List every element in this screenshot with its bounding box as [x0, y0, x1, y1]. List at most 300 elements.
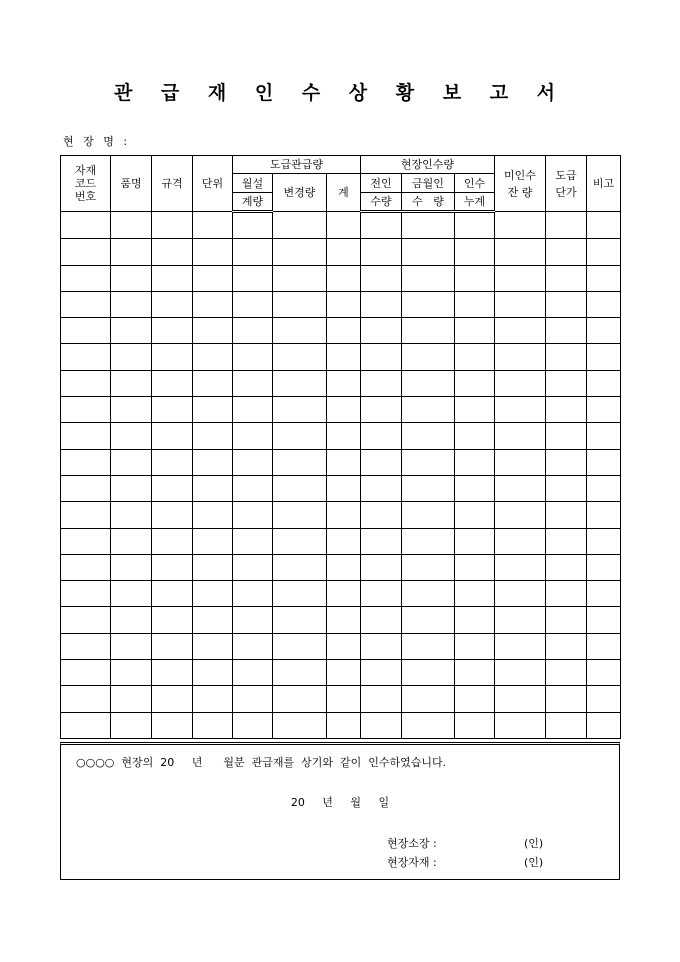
table-cell[interactable]: [361, 528, 402, 554]
table-cell[interactable]: [327, 475, 361, 501]
table-cell[interactable]: [327, 212, 361, 239]
table-cell[interactable]: [273, 449, 327, 475]
table-cell[interactable]: [61, 660, 111, 686]
table-cell[interactable]: [587, 239, 621, 265]
table-cell[interactable]: [327, 239, 361, 265]
table-cell[interactable]: [193, 607, 233, 633]
header-unit: 단위: [193, 156, 233, 212]
table-cell[interactable]: [327, 265, 361, 291]
table-cell[interactable]: [233, 291, 273, 317]
header-contract-group: 도급관급량: [233, 156, 361, 174]
header-this-month-bottom: 수 량: [402, 193, 455, 212]
table-cell[interactable]: [455, 265, 495, 291]
table-cell[interactable]: [111, 370, 152, 396]
table-cell[interactable]: [233, 502, 273, 528]
header-cumulative-top: 인수: [455, 174, 495, 193]
table-cell[interactable]: [152, 265, 193, 291]
table-cell[interactable]: [402, 660, 455, 686]
table-cell[interactable]: [455, 318, 495, 344]
table-cell[interactable]: [61, 344, 111, 370]
table-cell[interactable]: [327, 581, 361, 607]
table-cell[interactable]: [61, 502, 111, 528]
table-cell[interactable]: [327, 291, 361, 317]
table-cell[interactable]: [361, 397, 402, 423]
site-material-seal: (인): [524, 856, 544, 869]
table-cell[interactable]: [152, 554, 193, 580]
site-manager-seal: (인): [524, 837, 544, 850]
table-cell[interactable]: [402, 712, 455, 738]
table-row: [61, 370, 621, 396]
table-cell[interactable]: [111, 423, 152, 449]
table-cell[interactable]: [61, 528, 111, 554]
table-cell[interactable]: [233, 397, 273, 423]
table-cell[interactable]: [327, 712, 361, 738]
table-cell[interactable]: [402, 423, 455, 449]
table-cell[interactable]: [361, 344, 402, 370]
table-cell[interactable]: [455, 344, 495, 370]
table-cell[interactable]: [495, 423, 546, 449]
table-cell[interactable]: [111, 397, 152, 423]
table-cell[interactable]: [327, 449, 361, 475]
table-cell[interactable]: [111, 318, 152, 344]
table-cell[interactable]: [273, 344, 327, 370]
table-cell[interactable]: [193, 239, 233, 265]
table-cell[interactable]: [327, 607, 361, 633]
table-cell[interactable]: [587, 554, 621, 580]
table-cell[interactable]: [233, 581, 273, 607]
table-cell[interactable]: [587, 423, 621, 449]
table-cell[interactable]: [233, 318, 273, 344]
table-cell[interactable]: [495, 660, 546, 686]
table-cell[interactable]: [111, 712, 152, 738]
table-cell[interactable]: [455, 291, 495, 317]
table-cell[interactable]: [233, 528, 273, 554]
table-cell[interactable]: [111, 633, 152, 659]
table-cell[interactable]: [402, 528, 455, 554]
table-cell[interactable]: [361, 449, 402, 475]
table-cell[interactable]: [273, 633, 327, 659]
table-cell[interactable]: [361, 554, 402, 580]
table-cell[interactable]: [111, 528, 152, 554]
header-unit-price: 도급 단가: [546, 156, 587, 212]
table-cell[interactable]: [193, 212, 233, 239]
table-cell[interactable]: [455, 686, 495, 712]
table-cell[interactable]: [273, 528, 327, 554]
table-cell[interactable]: [546, 423, 587, 449]
table-cell[interactable]: [193, 370, 233, 396]
table-cell[interactable]: [111, 607, 152, 633]
table-cell[interactable]: [233, 633, 273, 659]
table-cell[interactable]: [495, 712, 546, 738]
table-cell[interactable]: [587, 265, 621, 291]
table-cell[interactable]: [233, 607, 273, 633]
table-cell[interactable]: [152, 344, 193, 370]
table-cell[interactable]: [233, 239, 273, 265]
table-cell[interactable]: [587, 633, 621, 659]
table-cell[interactable]: [402, 475, 455, 501]
table-cell[interactable]: [587, 502, 621, 528]
table-cell[interactable]: [273, 239, 327, 265]
table-cell[interactable]: [152, 239, 193, 265]
table-row: [61, 344, 621, 370]
table-cell[interactable]: [61, 239, 111, 265]
table-cell[interactable]: [152, 318, 193, 344]
table-cell[interactable]: [193, 318, 233, 344]
table-cell[interactable]: [61, 318, 111, 344]
table-cell[interactable]: [233, 712, 273, 738]
table-row: [61, 475, 621, 501]
table-row: [61, 423, 621, 449]
site-material-label: 현장자재 :: [387, 856, 437, 869]
table-cell[interactable]: [273, 660, 327, 686]
table-cell[interactable]: [361, 318, 402, 344]
table-cell[interactable]: [402, 397, 455, 423]
table-cell[interactable]: [193, 344, 233, 370]
site-name-label: 현 장 명 :: [63, 135, 131, 148]
table-cell[interactable]: [111, 291, 152, 317]
table-cell[interactable]: [327, 318, 361, 344]
table-cell[interactable]: [111, 686, 152, 712]
table-cell[interactable]: [546, 397, 587, 423]
table-cell[interactable]: [361, 502, 402, 528]
table-cell[interactable]: [402, 370, 455, 396]
table-cell[interactable]: [327, 633, 361, 659]
table-cell[interactable]: [546, 660, 587, 686]
table-cell[interactable]: [546, 712, 587, 738]
table-cell[interactable]: [327, 502, 361, 528]
table-cell[interactable]: [587, 212, 621, 239]
table-cell[interactable]: [361, 265, 402, 291]
table-row: [61, 265, 621, 291]
table-cell[interactable]: [361, 712, 402, 738]
table-cell[interactable]: [61, 291, 111, 317]
table-cell[interactable]: [111, 239, 152, 265]
table-cell[interactable]: [495, 581, 546, 607]
header-monthly-design-bottom: 계량: [233, 193, 273, 212]
table-cell[interactable]: [111, 265, 152, 291]
table-row: [61, 212, 621, 239]
table-cell[interactable]: [273, 607, 327, 633]
table-cell[interactable]: [193, 265, 233, 291]
table-cell[interactable]: [193, 475, 233, 501]
table-cell[interactable]: [193, 449, 233, 475]
table-cell[interactable]: [587, 607, 621, 633]
table-cell[interactable]: [111, 475, 152, 501]
table-cell[interactable]: [327, 370, 361, 396]
table-cell[interactable]: [233, 370, 273, 396]
table-cell[interactable]: [327, 528, 361, 554]
table-cell[interactable]: [495, 528, 546, 554]
table-cell[interactable]: [152, 475, 193, 501]
table-cell[interactable]: [546, 212, 587, 239]
document-title: 관 급 재 인 수 상 황 보 고 서: [113, 82, 567, 104]
table-cell[interactable]: [402, 239, 455, 265]
table-cell[interactable]: [495, 554, 546, 580]
table-cell[interactable]: [61, 370, 111, 396]
table-cell[interactable]: [587, 581, 621, 607]
table-cell[interactable]: [111, 502, 152, 528]
table-cell[interactable]: [152, 633, 193, 659]
table-cell[interactable]: [546, 633, 587, 659]
table-cell[interactable]: [402, 265, 455, 291]
table-cell[interactable]: [273, 265, 327, 291]
table-cell[interactable]: [455, 712, 495, 738]
table-cell[interactable]: [273, 397, 327, 423]
table-cell[interactable]: [587, 370, 621, 396]
header-item-name: 품명: [111, 156, 152, 212]
table-cell[interactable]: [495, 370, 546, 396]
table-cell[interactable]: [111, 660, 152, 686]
site-manager-label: 현장소장 :: [387, 837, 437, 850]
table-cell[interactable]: [273, 318, 327, 344]
table-cell[interactable]: [455, 423, 495, 449]
table-cell[interactable]: [587, 291, 621, 317]
table-cell[interactable]: [402, 449, 455, 475]
table-cell[interactable]: [152, 291, 193, 317]
table-cell[interactable]: [233, 475, 273, 501]
table-cell[interactable]: [361, 660, 402, 686]
table-cell[interactable]: [455, 475, 495, 501]
table-cell[interactable]: [273, 475, 327, 501]
table-cell[interactable]: [455, 660, 495, 686]
table-cell[interactable]: [193, 502, 233, 528]
table-cell[interactable]: [546, 449, 587, 475]
table-cell[interactable]: [587, 528, 621, 554]
footer-statement-box: [60, 742, 620, 880]
table-cell[interactable]: [402, 344, 455, 370]
table-cell[interactable]: [273, 423, 327, 449]
table-cell[interactable]: [233, 554, 273, 580]
table-cell[interactable]: [111, 212, 152, 239]
table-cell[interactable]: [495, 212, 546, 239]
table-cell[interactable]: [587, 686, 621, 712]
table-row: [61, 239, 621, 265]
table-row: [61, 528, 621, 554]
table-cell[interactable]: [111, 554, 152, 580]
table-cell[interactable]: [152, 686, 193, 712]
date-line: 20 년 월 일: [290, 796, 390, 809]
table-cell[interactable]: [402, 633, 455, 659]
table-cell[interactable]: [327, 397, 361, 423]
table-cell[interactable]: [546, 370, 587, 396]
table-cell[interactable]: [495, 686, 546, 712]
table-cell[interactable]: [193, 291, 233, 317]
table-row: [61, 449, 621, 475]
table-cell[interactable]: [402, 554, 455, 580]
table-cell[interactable]: [495, 291, 546, 317]
table-cell[interactable]: [61, 423, 111, 449]
table-cell[interactable]: [273, 502, 327, 528]
table-row: [61, 291, 621, 317]
table-cell[interactable]: [273, 554, 327, 580]
table-cell[interactable]: [495, 397, 546, 423]
table-row: [61, 554, 621, 580]
table-cell[interactable]: [152, 607, 193, 633]
table-cell[interactable]: [455, 397, 495, 423]
table-cell[interactable]: [587, 660, 621, 686]
table-cell[interactable]: [402, 502, 455, 528]
table-row: [61, 318, 621, 344]
table-cell[interactable]: [495, 475, 546, 501]
table-cell[interactable]: [546, 528, 587, 554]
table-cell[interactable]: [233, 344, 273, 370]
table-row: [61, 581, 621, 607]
table-cell[interactable]: [587, 449, 621, 475]
table-cell[interactable]: [455, 633, 495, 659]
table-cell[interactable]: [455, 528, 495, 554]
table-cell[interactable]: [61, 449, 111, 475]
table-cell[interactable]: [273, 686, 327, 712]
table-cell[interactable]: [402, 318, 455, 344]
table-cell[interactable]: [273, 370, 327, 396]
table-cell[interactable]: [402, 212, 455, 239]
table-cell[interactable]: [327, 344, 361, 370]
header-cumulative-bottom: 누계: [455, 193, 495, 212]
table-cell[interactable]: [495, 607, 546, 633]
table-cell[interactable]: [361, 686, 402, 712]
table-cell[interactable]: [546, 502, 587, 528]
table-cell[interactable]: [495, 265, 546, 291]
table-cell[interactable]: [587, 318, 621, 344]
table-cell[interactable]: [152, 212, 193, 239]
table-cell[interactable]: [455, 370, 495, 396]
table-cell[interactable]: [111, 449, 152, 475]
table-cell[interactable]: [361, 633, 402, 659]
table-cell[interactable]: [455, 212, 495, 239]
table-cell[interactable]: [111, 344, 152, 370]
table-cell[interactable]: [546, 686, 587, 712]
table-cell[interactable]: [587, 712, 621, 738]
table-cell[interactable]: [152, 370, 193, 396]
table-cell[interactable]: [402, 607, 455, 633]
receipt-statement: ○○○○ 현장의 20 년 월분 관급재를 상기와 같이 인수하였습니다.: [76, 756, 447, 769]
table-cell[interactable]: [361, 239, 402, 265]
table-cell[interactable]: [152, 660, 193, 686]
table-cell[interactable]: [361, 423, 402, 449]
table-cell[interactable]: [61, 712, 111, 738]
table-cell[interactable]: [233, 449, 273, 475]
table-cell[interactable]: [361, 475, 402, 501]
table-cell[interactable]: [111, 581, 152, 607]
table-cell[interactable]: [402, 686, 455, 712]
table-cell[interactable]: [152, 502, 193, 528]
table-cell[interactable]: [61, 633, 111, 659]
table-cell[interactable]: [327, 660, 361, 686]
table-cell[interactable]: [546, 265, 587, 291]
table-cell[interactable]: [546, 344, 587, 370]
table-cell[interactable]: [273, 291, 327, 317]
table-cell[interactable]: [495, 318, 546, 344]
table-cell[interactable]: [152, 397, 193, 423]
table-cell[interactable]: [587, 475, 621, 501]
table-row: [61, 660, 621, 686]
table-cell[interactable]: [193, 633, 233, 659]
table-cell[interactable]: [152, 581, 193, 607]
table-cell[interactable]: [327, 423, 361, 449]
table-cell[interactable]: [193, 686, 233, 712]
table-cell[interactable]: [455, 239, 495, 265]
table-cell[interactable]: [361, 607, 402, 633]
table-cell[interactable]: [273, 212, 327, 239]
table-cell[interactable]: [61, 265, 111, 291]
table-cell[interactable]: [193, 397, 233, 423]
table-cell[interactable]: [193, 712, 233, 738]
table-cell[interactable]: [233, 212, 273, 239]
table-cell[interactable]: [193, 660, 233, 686]
table-cell[interactable]: [193, 423, 233, 449]
table-cell[interactable]: [402, 291, 455, 317]
table-cell[interactable]: [587, 344, 621, 370]
table-cell[interactable]: [273, 712, 327, 738]
table-cell[interactable]: [402, 581, 455, 607]
table-cell[interactable]: [233, 660, 273, 686]
table-cell[interactable]: [361, 370, 402, 396]
table-cell[interactable]: [61, 212, 111, 239]
table-cell[interactable]: [455, 502, 495, 528]
table-cell[interactable]: [233, 423, 273, 449]
table-cell[interactable]: [233, 686, 273, 712]
table-body: [61, 212, 621, 739]
table-cell[interactable]: [152, 449, 193, 475]
table-cell[interactable]: [495, 633, 546, 659]
table-cell[interactable]: [152, 423, 193, 449]
table-cell[interactable]: [152, 712, 193, 738]
header-prev-receipt-bottom: 수량: [361, 193, 402, 212]
table-cell[interactable]: [546, 318, 587, 344]
table-cell[interactable]: [361, 212, 402, 239]
table-cell[interactable]: [193, 554, 233, 580]
table-cell[interactable]: [495, 344, 546, 370]
table-cell[interactable]: [61, 581, 111, 607]
table-cell[interactable]: [546, 475, 587, 501]
header-change-qty: 변경량: [273, 174, 327, 212]
table-cell[interactable]: [361, 291, 402, 317]
table-cell[interactable]: [495, 239, 546, 265]
table-cell[interactable]: [495, 449, 546, 475]
table-cell[interactable]: [273, 581, 327, 607]
table-cell[interactable]: [455, 554, 495, 580]
table-cell[interactable]: [546, 581, 587, 607]
header-monthly-design-top: 월설: [233, 174, 273, 193]
header-remarks: 비고: [587, 156, 621, 212]
table-cell[interactable]: [233, 265, 273, 291]
header-receipt-group: 현장인수량: [361, 156, 495, 174]
table-cell[interactable]: [455, 607, 495, 633]
table-cell[interactable]: [587, 397, 621, 423]
table-cell[interactable]: [361, 581, 402, 607]
header-material-code: 자재 코드 번호: [61, 156, 111, 212]
table-cell[interactable]: [193, 581, 233, 607]
table-cell[interactable]: [61, 607, 111, 633]
table-cell[interactable]: [61, 554, 111, 580]
table-cell[interactable]: [327, 554, 361, 580]
table-cell[interactable]: [455, 449, 495, 475]
table-cell[interactable]: [61, 686, 111, 712]
table-cell[interactable]: [193, 528, 233, 554]
table-cell[interactable]: [61, 397, 111, 423]
table-cell[interactable]: [152, 528, 193, 554]
table-cell[interactable]: [61, 475, 111, 501]
table-cell[interactable]: [455, 581, 495, 607]
table-cell[interactable]: [546, 607, 587, 633]
table-cell[interactable]: [546, 554, 587, 580]
table-cell[interactable]: [327, 686, 361, 712]
table-cell[interactable]: [546, 239, 587, 265]
table-cell[interactable]: [495, 502, 546, 528]
table-cell[interactable]: [546, 291, 587, 317]
table-row: [61, 397, 621, 423]
header-spec: 규격: [152, 156, 193, 212]
